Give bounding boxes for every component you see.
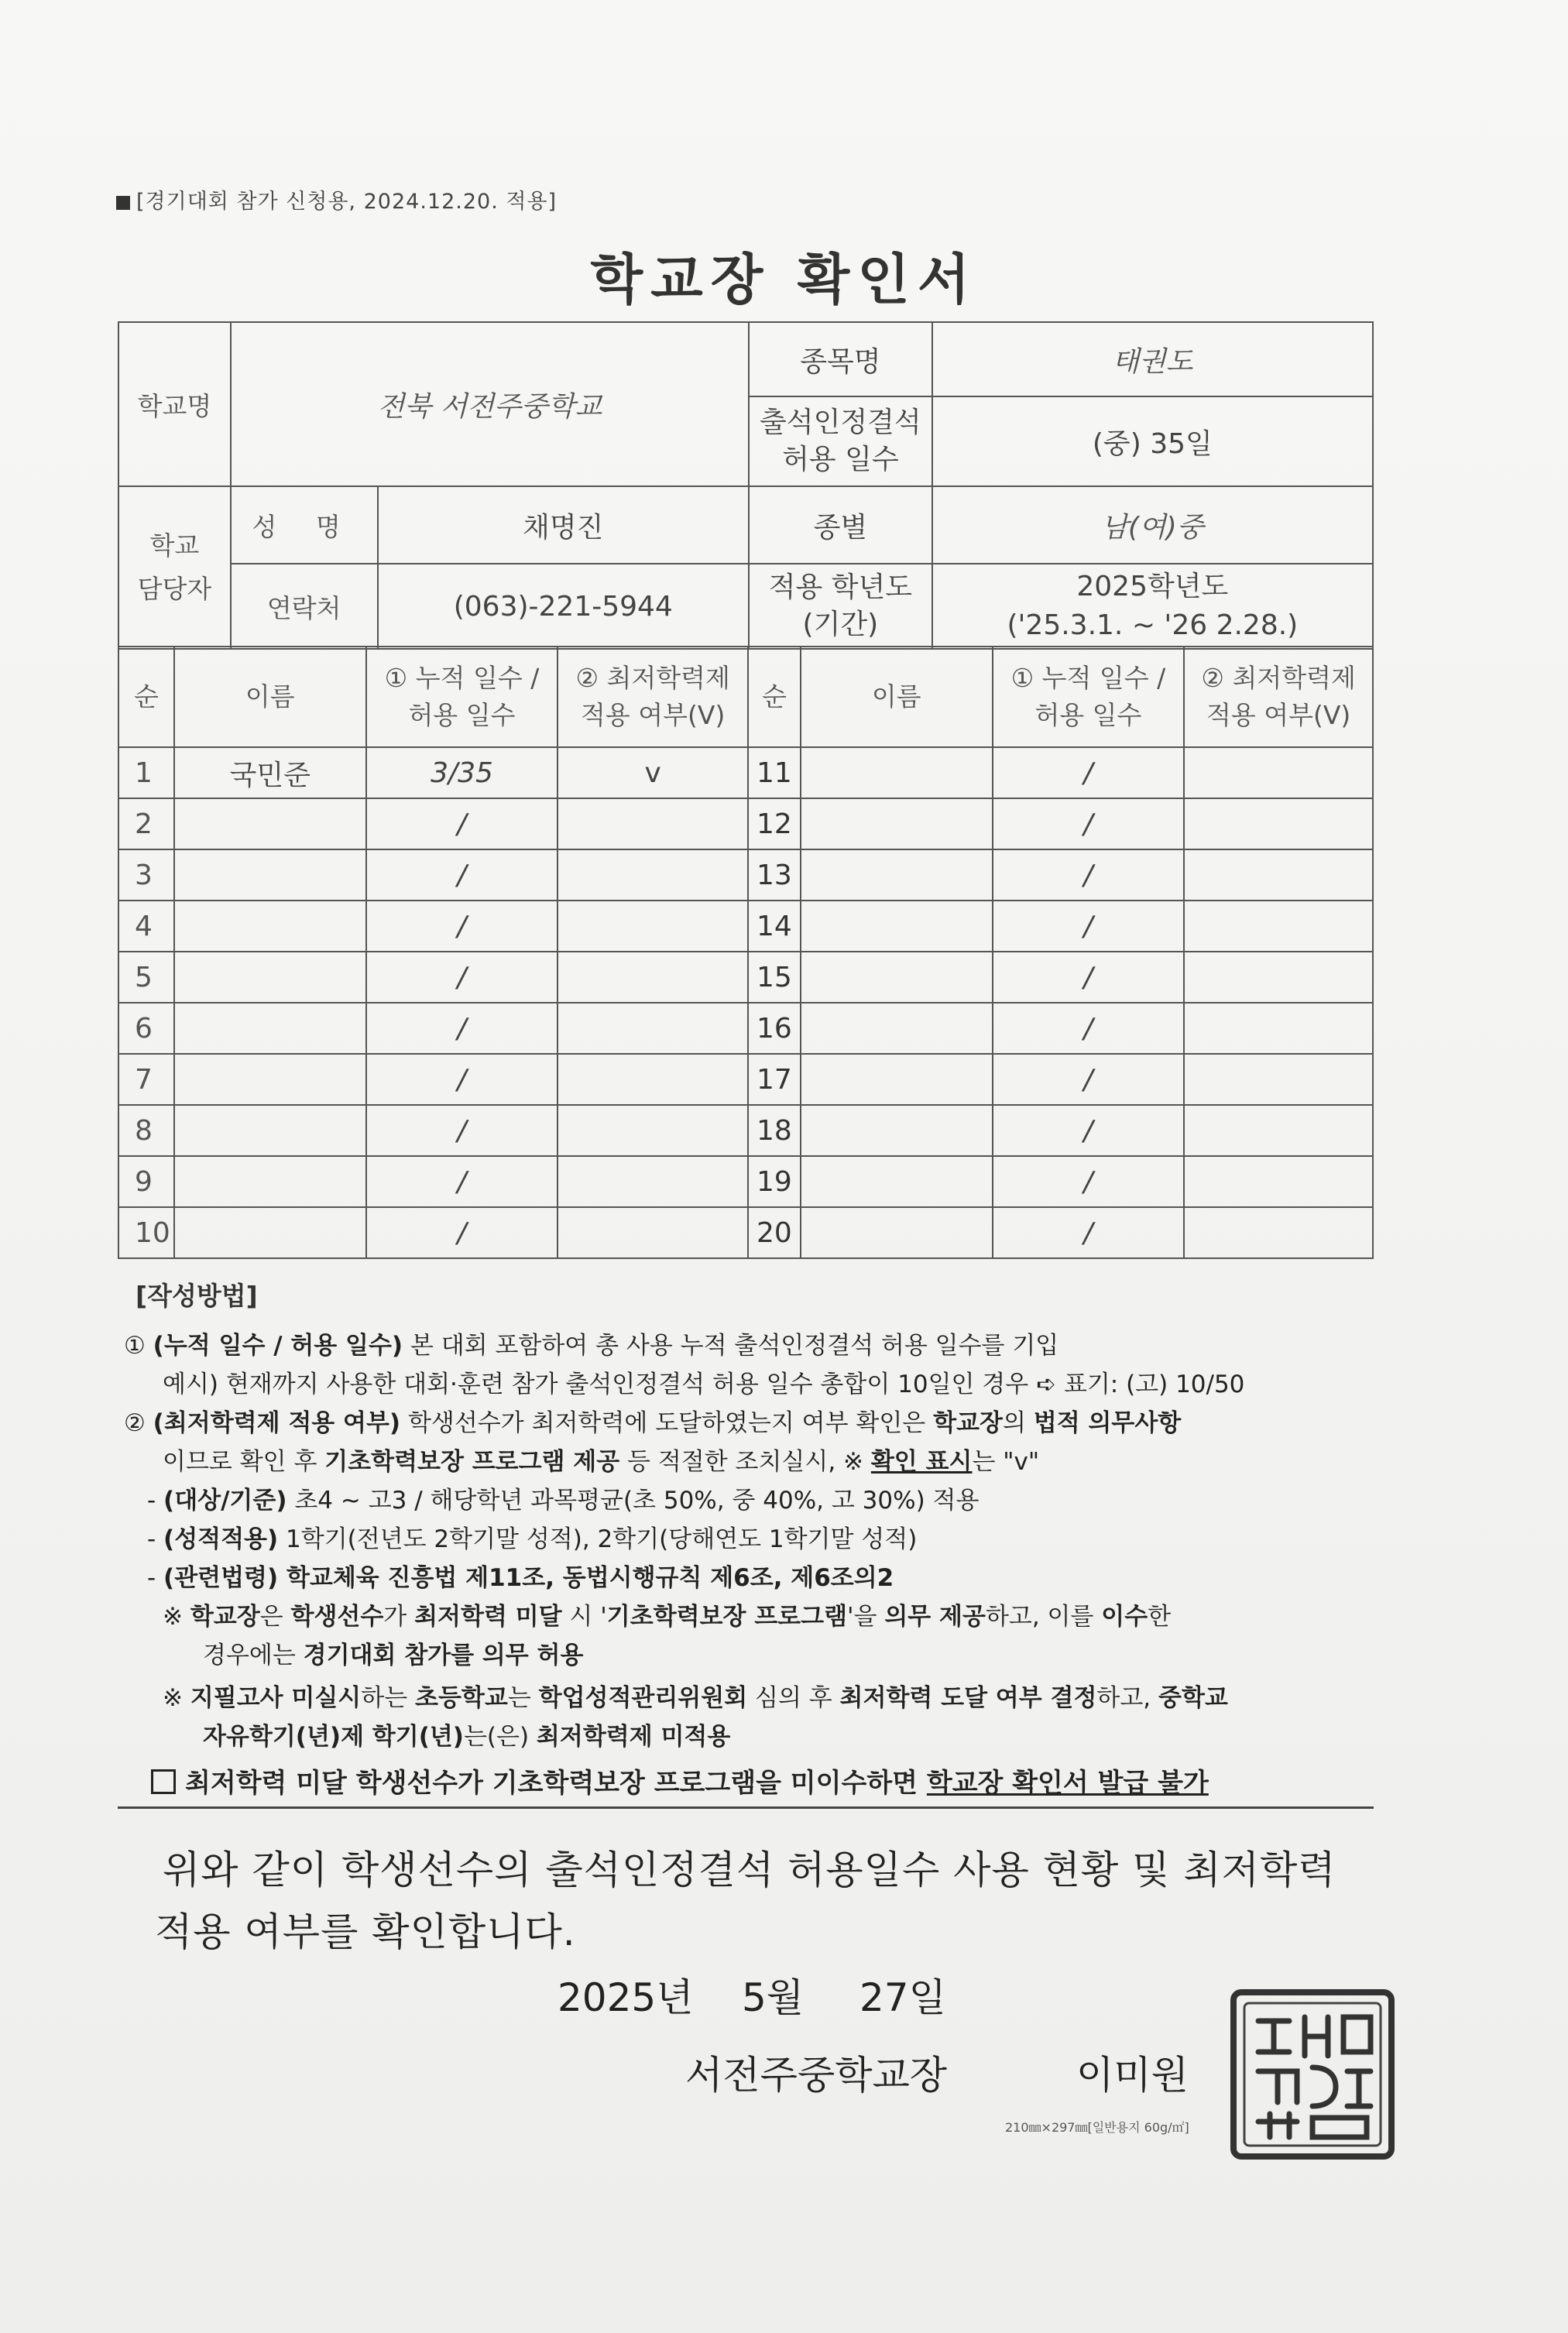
min-academic-check bbox=[558, 1105, 748, 1156]
cumulative-days: / bbox=[366, 1105, 558, 1156]
row-number: 14 bbox=[748, 901, 801, 952]
header-days bbox=[366, 647, 558, 747]
table-row bbox=[118, 849, 1373, 901]
m-l8j: 의무 제공 bbox=[884, 1603, 986, 1631]
min-academic-check bbox=[558, 1003, 748, 1054]
m-l4d: 확인 표시 bbox=[870, 1448, 973, 1476]
student-name bbox=[174, 798, 366, 849]
warn-d: 미이수 bbox=[790, 1768, 867, 1799]
m-l10b: 지필고사 미실시 bbox=[190, 1684, 362, 1712]
warn-a: 최저학력 미달 학생선수가 bbox=[185, 1768, 492, 1799]
row-number: 8 bbox=[118, 1105, 174, 1156]
cumulative-days: / bbox=[366, 1054, 558, 1105]
m-l10d: 초등학교 bbox=[415, 1684, 508, 1712]
row-number: 19 bbox=[748, 1156, 801, 1207]
cumulative-days: / bbox=[993, 849, 1185, 901]
m-l8g: 시 ' bbox=[561, 1603, 607, 1631]
signer-name: 이미원 bbox=[1076, 2053, 1189, 2098]
m-l6c: 1학기(전년도 2학기말 성적), 2학기(당해연도 1학기말 성적) bbox=[278, 1525, 918, 1553]
header-note-text: [경기대회 참가 신청용, 2024.12.20. 적용] bbox=[136, 190, 558, 214]
table-row bbox=[118, 1003, 1373, 1054]
signer-title: 서전주중학교장 bbox=[685, 2053, 948, 2098]
row-number: 4 bbox=[118, 901, 174, 952]
date-day: 27일 bbox=[859, 1975, 946, 2020]
method-title: [작성방법] bbox=[136, 1281, 258, 1311]
row-number: 12 bbox=[748, 798, 801, 849]
year-label-2: (기간) bbox=[802, 609, 879, 640]
m-l6a: - bbox=[147, 1525, 164, 1553]
sport-value: 태권도 bbox=[932, 322, 1373, 396]
year-label-1: 적용 학년도 bbox=[768, 571, 913, 603]
header-check-line1: ② 최저학력제 bbox=[575, 663, 730, 693]
cumulative-days: / bbox=[993, 952, 1185, 1003]
m-l3e: 의 bbox=[1002, 1409, 1034, 1437]
student-name bbox=[174, 1105, 366, 1156]
min-academic-check bbox=[1184, 798, 1373, 849]
m-l8e: 가 bbox=[383, 1603, 415, 1631]
m-l3d: 학교장 bbox=[933, 1409, 1003, 1437]
name-label: 성 명 bbox=[231, 486, 378, 564]
m-l8b: 학교장 bbox=[190, 1603, 260, 1631]
m-l6b: (성적적용) bbox=[163, 1525, 279, 1553]
header-days-2-line1: ① 누적 일수 / bbox=[1010, 663, 1166, 693]
allowed-days-label-1: 출석인정결석 bbox=[760, 407, 921, 438]
manager-label-1: 학교 bbox=[149, 530, 200, 561]
manager-label bbox=[118, 486, 231, 649]
m-l3b: (최저학력제 적용 여부) bbox=[153, 1409, 401, 1437]
m-l4b: 기초학력보장 프로그램 제공 bbox=[324, 1448, 620, 1476]
row-number: 17 bbox=[748, 1054, 801, 1105]
row-number: 10 bbox=[118, 1207, 174, 1258]
contact-label: 연락처 bbox=[231, 564, 378, 649]
min-academic-check bbox=[558, 1156, 748, 1207]
row-number: 5 bbox=[118, 952, 174, 1003]
min-academic-check: v bbox=[558, 747, 748, 798]
m-l8c: 은 bbox=[259, 1603, 291, 1631]
header-days-2-line2: 허용 일수 bbox=[1034, 700, 1142, 730]
cumulative-days: / bbox=[366, 1156, 558, 1207]
header-days-2 bbox=[993, 647, 1185, 747]
student-name bbox=[801, 849, 993, 901]
m-l3f: 법적 의무사항 bbox=[1033, 1409, 1182, 1437]
header-name: 이름 bbox=[174, 647, 366, 747]
header-seq: 순 bbox=[118, 647, 174, 747]
table-row bbox=[118, 747, 1373, 798]
method-line-11 bbox=[203, 1717, 730, 1751]
min-academic-check bbox=[1184, 952, 1373, 1003]
m-l8a: ※ bbox=[163, 1603, 190, 1631]
allowed-days-label bbox=[749, 396, 932, 486]
student-name bbox=[801, 747, 993, 798]
m-l3c: 학생선수가 최저학력에 도달하였는지 여부 확인은 bbox=[400, 1409, 934, 1437]
method-line-1 bbox=[124, 1326, 1058, 1360]
header-check-2-line2: 적용 여부(V) bbox=[1206, 700, 1351, 730]
row-number: 6 bbox=[118, 1003, 174, 1054]
cumulative-days: / bbox=[366, 798, 558, 849]
table-row bbox=[118, 1207, 1373, 1258]
info-table bbox=[118, 321, 1374, 650]
min-academic-check bbox=[558, 1054, 748, 1105]
m-l1a: ① bbox=[124, 1332, 153, 1360]
cumulative-days: / bbox=[366, 901, 558, 952]
method-line-9 bbox=[203, 1635, 583, 1670]
m-l11c: 최저학력제 미적용 bbox=[536, 1723, 731, 1751]
confirm-line-1: 위와 같이 학생선수의 출석인정결석 허용일수 사용 현황 및 최저학력 bbox=[163, 1848, 1336, 1892]
cumulative-days: / bbox=[993, 1054, 1185, 1105]
min-academic-check bbox=[1184, 1003, 1373, 1054]
manager-label-2: 담당자 bbox=[137, 574, 212, 604]
student-name bbox=[801, 1054, 993, 1105]
student-name bbox=[174, 849, 366, 901]
method-line-3 bbox=[124, 1403, 1181, 1438]
m-l4c: 등 적절한 조치실시, ※ bbox=[619, 1448, 871, 1476]
warn-b: 기초학력보장 프로그램 bbox=[492, 1768, 757, 1799]
min-academic-check bbox=[1184, 747, 1373, 798]
row-number: 3 bbox=[118, 849, 174, 901]
m-l10j: 중학교 bbox=[1158, 1684, 1228, 1712]
table-row bbox=[118, 1054, 1373, 1105]
m-l10c: 하는 bbox=[361, 1684, 416, 1712]
allowed-days-label-2: 허용 일수 bbox=[782, 444, 899, 475]
m-l7a: - bbox=[147, 1564, 164, 1592]
header-days-line1: ① 누적 일수 / bbox=[384, 663, 540, 693]
m-l5c: 초4 ~ 고3 / 해당학년 과목평균(초 50%, 중 40%, 고 30%) 적용 bbox=[286, 1487, 980, 1515]
method-line-4 bbox=[163, 1442, 1039, 1477]
header-check-2 bbox=[1184, 647, 1373, 747]
student-name bbox=[174, 901, 366, 952]
method-line-5 bbox=[147, 1480, 979, 1515]
m-l8h: 기초학력보장 프로그램 bbox=[606, 1603, 848, 1631]
m-l11a: 자유학기(년)제 학기(년) bbox=[203, 1723, 464, 1751]
method-line-8 bbox=[163, 1597, 1171, 1631]
header-check-line2: 적용 여부(V) bbox=[581, 700, 726, 730]
student-name bbox=[174, 1003, 366, 1054]
m-l5a: - bbox=[147, 1487, 164, 1515]
m-l4a: 이므로 확인 후 bbox=[163, 1448, 325, 1476]
cumulative-days: / bbox=[366, 952, 558, 1003]
m-l11b: 는(은) bbox=[463, 1723, 537, 1751]
gender-label: 종별 bbox=[749, 486, 932, 564]
year-value-2: ('25.3.1. ~ '26 2.28.) bbox=[1007, 609, 1299, 641]
m-l8l: 이수 bbox=[1101, 1603, 1148, 1631]
row-number: 20 bbox=[748, 1207, 801, 1258]
header-name-2: 이름 bbox=[801, 647, 993, 747]
student-name bbox=[801, 952, 993, 1003]
min-academic-check bbox=[558, 798, 748, 849]
paper-size-note: 210㎜×297㎜[일반용지 60g/㎡] bbox=[1005, 2120, 1189, 2135]
method-line-2: 예시) 현재까지 사용한 대회·훈련 참가 출석인정결석 허용 일수 총합이 10일인 경우 ➪ 표기: (고) 10/50 bbox=[163, 1371, 1245, 1398]
student-name bbox=[801, 1105, 993, 1156]
cumulative-days: / bbox=[993, 1105, 1185, 1156]
table-row bbox=[118, 798, 1373, 849]
header-check bbox=[558, 647, 748, 747]
m-l8m: 한 bbox=[1148, 1603, 1172, 1631]
m-l1c: 본 대회 포함하여 총 사용 누적 출석인정결석 허용 일수를 기입 bbox=[403, 1332, 1059, 1360]
method-line-7 bbox=[147, 1558, 894, 1593]
row-number: 7 bbox=[118, 1054, 174, 1105]
checkbox-square-icon bbox=[151, 1769, 176, 1794]
min-academic-check bbox=[1184, 1054, 1373, 1105]
confirm-statement bbox=[155, 1839, 1386, 1963]
row-number: 1 bbox=[118, 747, 174, 798]
cumulative-days: 3/35 bbox=[366, 747, 558, 798]
year-label bbox=[749, 564, 932, 649]
m-l10h: 최저학력 도달 여부 결정 bbox=[839, 1684, 1097, 1712]
row-number: 16 bbox=[748, 1003, 801, 1054]
m-l10i: 하고, bbox=[1096, 1684, 1158, 1712]
student-table bbox=[118, 646, 1374, 1259]
m-l10e: 는 bbox=[507, 1684, 539, 1712]
min-academic-check bbox=[1184, 1156, 1373, 1207]
cumulative-days: / bbox=[366, 849, 558, 901]
cumulative-days: / bbox=[993, 1207, 1185, 1258]
warn-c: 을 bbox=[756, 1768, 791, 1799]
m-l8d: 학생선수 bbox=[290, 1603, 384, 1631]
min-academic-check bbox=[558, 952, 748, 1003]
m-l3a: ② bbox=[124, 1409, 153, 1437]
row-number: 15 bbox=[748, 952, 801, 1003]
cumulative-days: / bbox=[993, 1156, 1185, 1207]
student-name bbox=[801, 901, 993, 952]
m-l8i: '을 bbox=[847, 1603, 885, 1631]
school-label: 학교명 bbox=[118, 322, 231, 486]
m-l9a: 경우에는 bbox=[203, 1642, 304, 1669]
table-row bbox=[118, 1105, 1373, 1156]
warn-f: 학교장 확인서 발급 불가 bbox=[926, 1768, 1209, 1799]
allowed-days-value: (중) 35일 bbox=[932, 396, 1373, 486]
warning-line bbox=[151, 1762, 1209, 1799]
student-name bbox=[174, 952, 366, 1003]
row-number: 18 bbox=[748, 1105, 801, 1156]
min-academic-check bbox=[558, 849, 748, 901]
header-seq-2: 순 bbox=[748, 647, 801, 747]
student-name bbox=[174, 1156, 366, 1207]
m-l7b: (관련법령) 학교체육 진흥법 제11조, 동법시행규칙 제6조, 제6조의2 bbox=[163, 1564, 894, 1592]
row-number: 9 bbox=[118, 1156, 174, 1207]
date-month: 5월 bbox=[742, 1975, 805, 2020]
min-academic-check bbox=[1184, 901, 1373, 952]
min-academic-check bbox=[1184, 1105, 1373, 1156]
method-line-10 bbox=[163, 1678, 1228, 1713]
date-year: 2025년 bbox=[558, 1975, 694, 2020]
table-row bbox=[118, 901, 1373, 952]
warn-e: 하면 bbox=[866, 1768, 927, 1799]
row-number: 2 bbox=[118, 798, 174, 849]
m-l8f: 최저학력 미달 bbox=[414, 1603, 562, 1631]
m-l4e: 는 "v" bbox=[972, 1448, 1040, 1476]
student-name bbox=[801, 798, 993, 849]
header-days-line2: 허용 일수 bbox=[408, 700, 516, 730]
student-name bbox=[801, 1207, 993, 1258]
min-academic-check bbox=[558, 901, 748, 952]
student-name bbox=[174, 1054, 366, 1105]
m-l1b: (누적 일수 / 허용 일수) bbox=[153, 1332, 403, 1360]
gender-value: 남(여)중 bbox=[932, 486, 1373, 564]
header-note bbox=[116, 184, 557, 214]
m-l8k: 하고, 이를 bbox=[985, 1603, 1102, 1631]
cumulative-days: / bbox=[366, 1003, 558, 1054]
m-l5b: (대상/기준) bbox=[163, 1487, 287, 1515]
header-check-2-line1: ② 최저학력제 bbox=[1201, 663, 1356, 693]
student-name bbox=[801, 1156, 993, 1207]
row-number: 11 bbox=[748, 747, 801, 798]
sport-label: 종목명 bbox=[749, 322, 932, 396]
m-l10f: 학업성적관리위원회 bbox=[538, 1684, 748, 1712]
cumulative-days: / bbox=[993, 798, 1185, 849]
m-l9b: 경기대회 참가를 의무 허용 bbox=[303, 1642, 584, 1669]
year-value-1: 2025학년도 bbox=[1076, 571, 1229, 602]
row-number: 13 bbox=[748, 849, 801, 901]
school-value: 전북 서전주중학교 bbox=[231, 322, 749, 486]
m-l10g: 심의 후 bbox=[747, 1684, 840, 1712]
table-row bbox=[118, 1156, 1373, 1207]
table-row bbox=[118, 952, 1373, 1003]
square-bullet-icon bbox=[116, 196, 130, 210]
contact-value: (063)-221-5944 bbox=[378, 564, 749, 649]
year-value bbox=[932, 564, 1373, 649]
min-academic-check bbox=[558, 1207, 748, 1258]
cumulative-days: / bbox=[993, 747, 1185, 798]
method-line-6 bbox=[147, 1519, 917, 1554]
student-name: 국민준 bbox=[174, 747, 366, 798]
m-l10a: ※ bbox=[163, 1684, 190, 1712]
official-seal-stamp bbox=[1227, 1986, 1398, 2163]
student-name bbox=[801, 1003, 993, 1054]
divider bbox=[118, 1806, 1374, 1809]
cumulative-days: / bbox=[993, 1003, 1185, 1054]
confirm-line-2: 적용 여부를 확인합니다. bbox=[155, 1909, 576, 1954]
cumulative-days: / bbox=[993, 901, 1185, 952]
min-academic-check bbox=[1184, 849, 1373, 901]
student-name bbox=[174, 1207, 366, 1258]
page-title: 학교장 확인서 bbox=[590, 248, 978, 311]
cumulative-days: / bbox=[366, 1207, 558, 1258]
name-value: 채명진 bbox=[378, 486, 749, 564]
min-academic-check bbox=[1184, 1207, 1373, 1258]
